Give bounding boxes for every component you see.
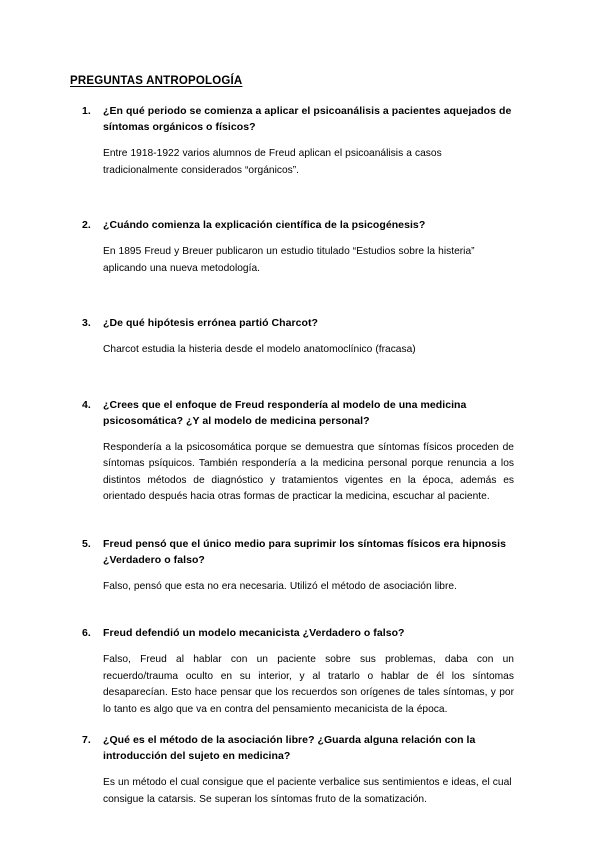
question-number: 6.	[82, 627, 91, 639]
question-item-5	[70, 536, 514, 596]
question-item-1	[70, 103, 514, 179]
question-item-7	[70, 732, 514, 808]
question-text: Freud defendió un modelo mecanicista ¿Verdadero o falso?	[103, 627, 405, 639]
question-text: ¿Cuándo comienza la explicación científica de la psicogénesis?	[103, 219, 426, 231]
answer-text: En 1895 Freud y Breuer publicaron un estudio titulado “Estudios sobre la histeria” aplicando una nueva metodología.	[103, 246, 475, 274]
question-item-3	[70, 315, 514, 359]
answer-text: Charcot estudia la histeria desde el modelo anatomoclínico (fracasa)	[103, 344, 416, 355]
answer-text: Respondería a la psicosomática porque se demuestra que síntomas físicos proceden de síntomas psíquicos. También respondería a la medicina personal porque renuncia a los distintos métodos de diagnóstico y tratamientos vigentes en la época, además es orientado después hacia otras formas de practicar la medicina, escuchar al paciente.	[103, 441, 514, 502]
question-item-2	[70, 217, 514, 277]
question-number: 1.	[82, 105, 91, 117]
question-text: ¿En qué periodo se comienza a aplicar el psicoanálisis a pacientes aquejados de síntomas orgánicos o físicos?	[103, 105, 512, 133]
question-number: 4.	[82, 398, 91, 411]
answer-text: Entre 1918-1922 varios alumnos de Freud aplican el psicoanálisis a casos tradicionalmente considerados “orgánicos”.	[103, 148, 442, 176]
question-text: ¿De qué hipótesis errónea partió Charcot?	[103, 317, 319, 329]
question-number: 3.	[82, 317, 91, 329]
question-item-4	[70, 397, 514, 506]
answer-text: Falso, pensó que esta no era necesaria. Utilizó el método de asociación libre.	[103, 580, 457, 592]
document-body	[70, 74, 514, 808]
page-title: PREGUNTAS ANTROPOLOGÍA	[70, 75, 243, 87]
question-text: ¿Qué es el método de la asociación libre? ¿Guarda alguna relación con la introducción del sujeto en medicina?	[103, 734, 476, 762]
question-text: ¿Crees que el enfoque de Freud respondería al modelo de una medicina psicosomática? ¿Y al modelo de medicina personal?	[103, 398, 467, 427]
question-number: 7.	[82, 734, 91, 746]
question-text: Freud pensó que el único medio para suprimir los síntomas físicos era hipnosis ¿Verdadero o falso?	[103, 537, 506, 566]
answer-text: Es un método el cual consigue que el paciente verbalice sus sentimientos e ideas, el cual consigue la catarsis. Se superan los síntomas fruto de la somatización.	[103, 777, 512, 805]
question-number: 5.	[82, 537, 91, 550]
question-number: 2.	[82, 219, 91, 231]
questions-list	[70, 103, 514, 808]
answer-text: Falso, Freud al hablar con un paciente sobre sus problemas, daba con un recuerdo/trauma oculto en su interior, y al tratarlo o hablar de él los síntomas desaparecían. Esto hace pensar que los recuerdos son orígenes de tales síntomas, y por lo tanto es algo que va en contra del pensamiento mecanicista de la época.	[103, 654, 514, 715]
question-item-6	[70, 625, 514, 718]
